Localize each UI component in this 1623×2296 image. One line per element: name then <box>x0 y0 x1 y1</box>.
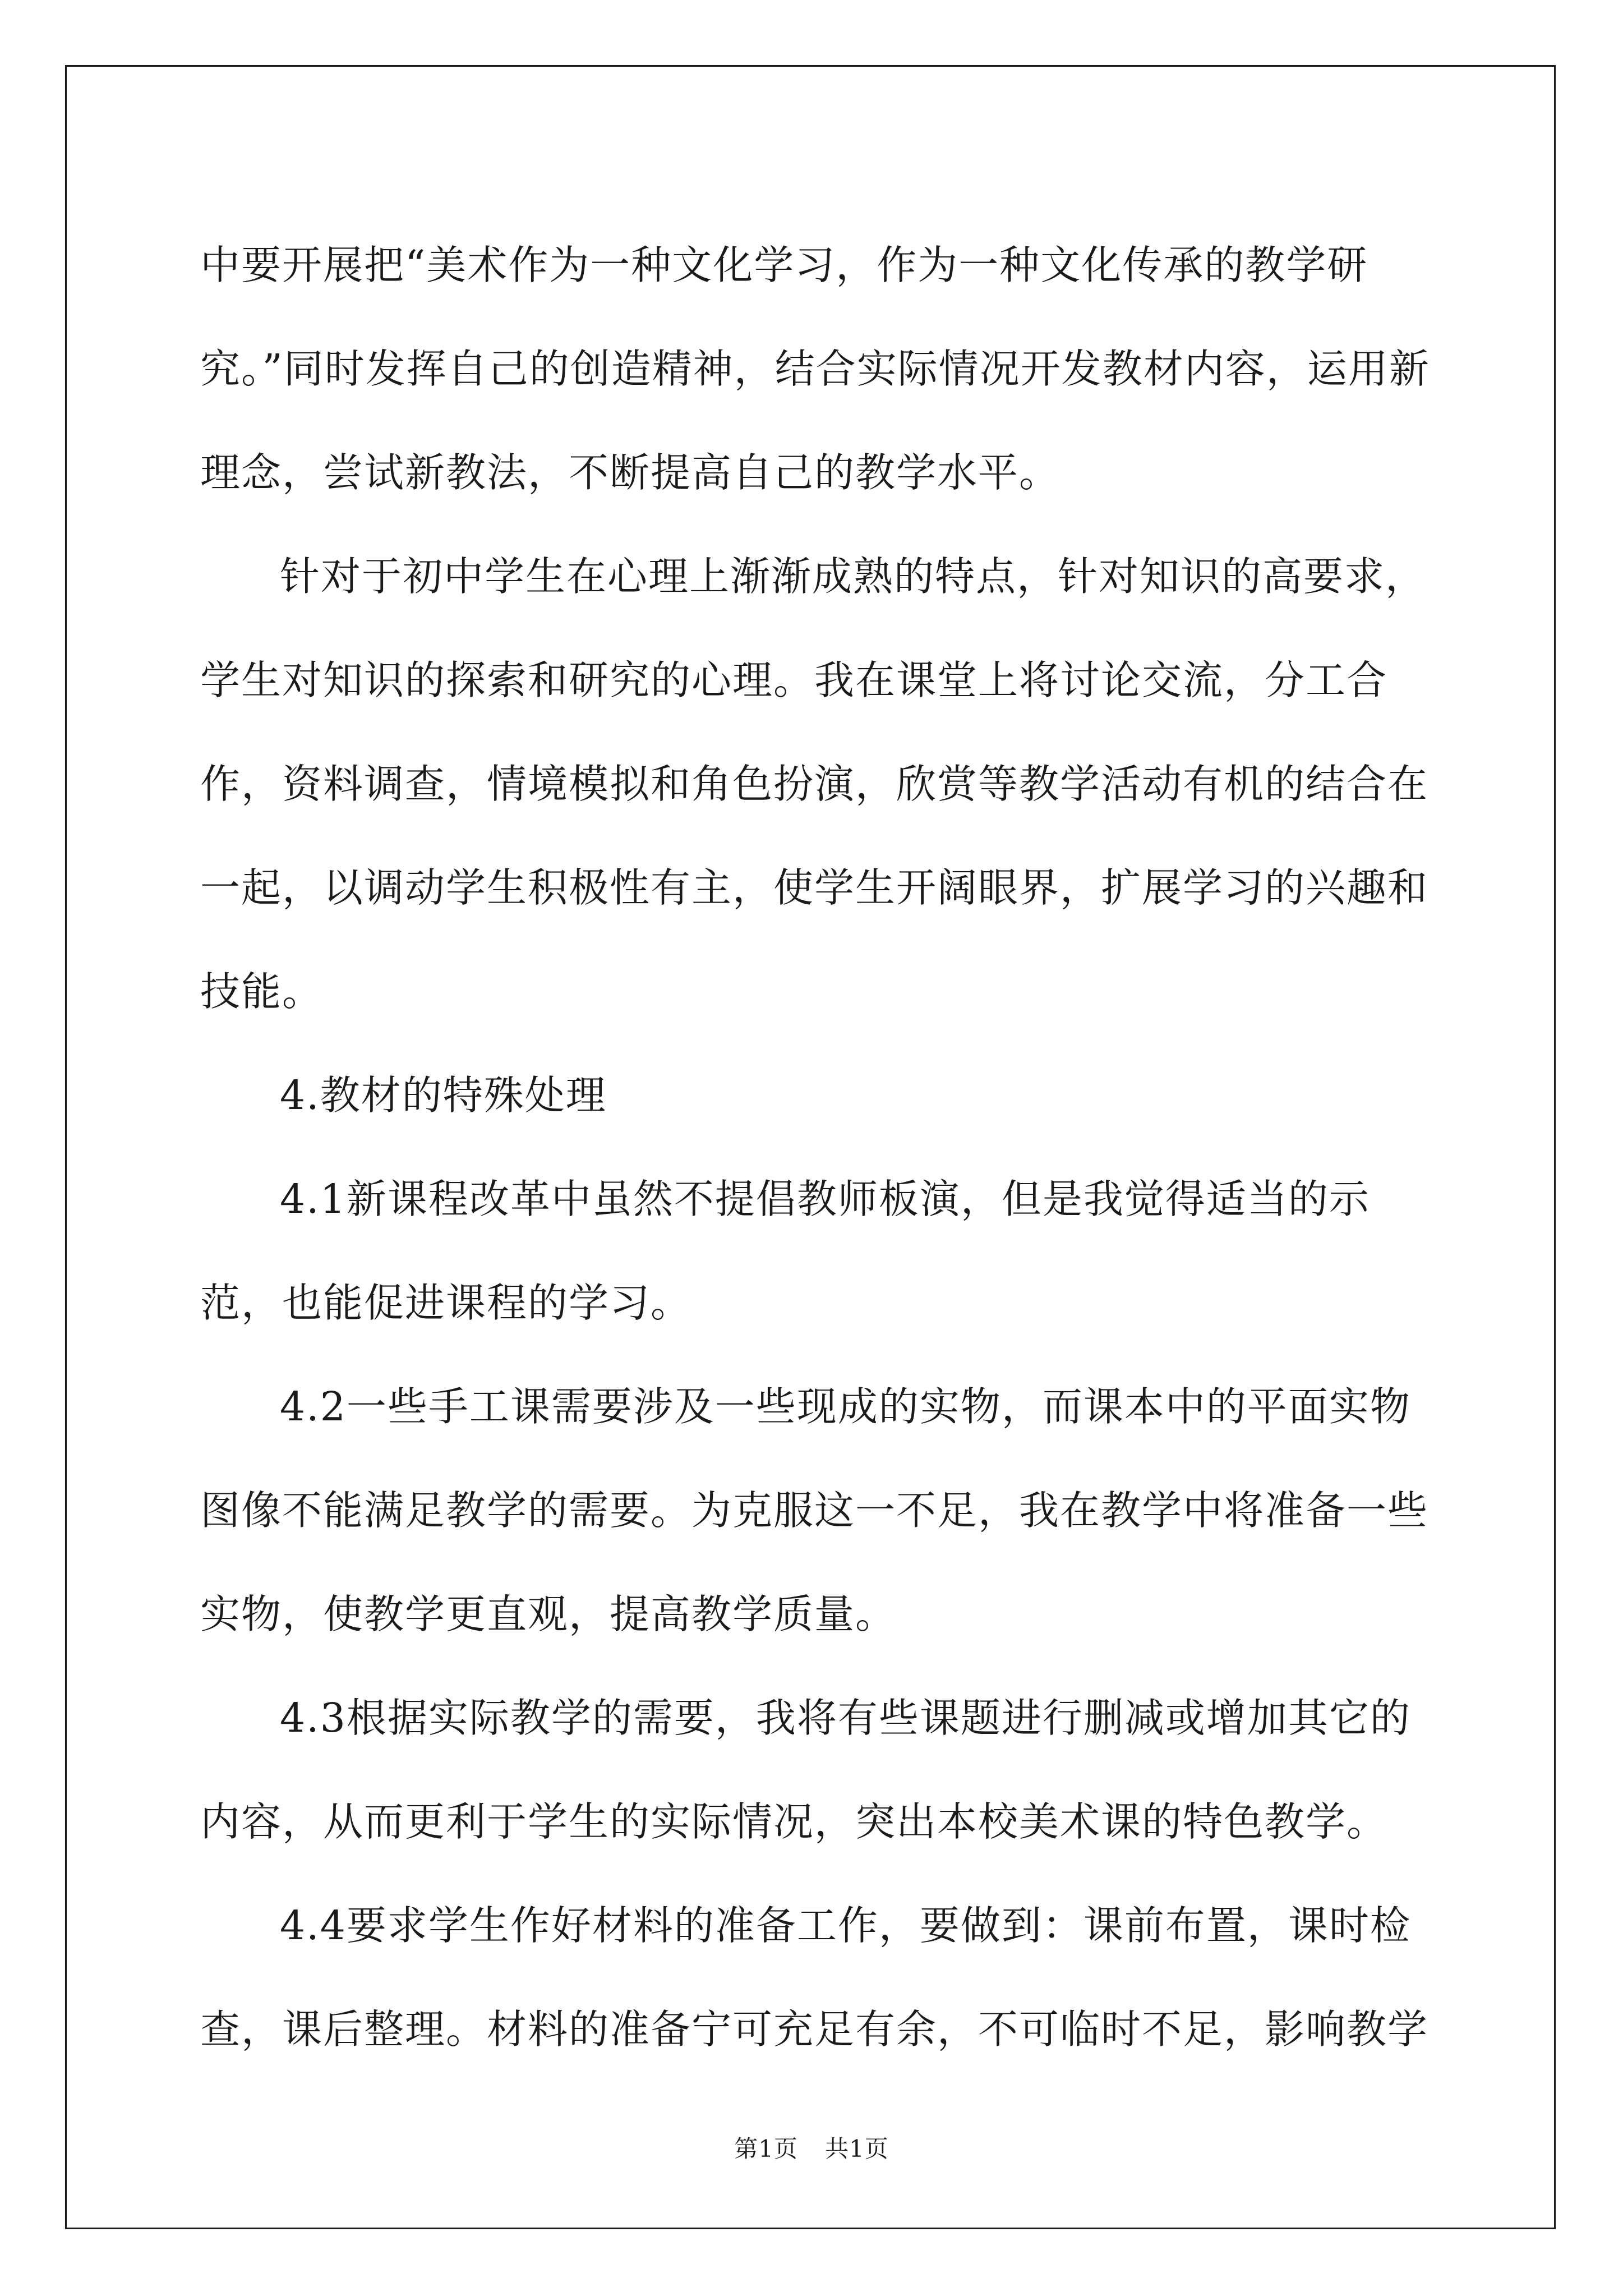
paragraph-4-1: 4.1新课程改革中虽然不提倡教师板演，但是我觉得适当的示范，也能促进课程的学习。 <box>200 1176 1370 1326</box>
page-total: 共1页 <box>825 2135 889 2162</box>
page-footer <box>0 2131 1623 2164</box>
paragraph-4-2: 4.2一些手工课需要涉及一些现成的实物，而课本中的平面实物图像不能满足教学的需要。为克服这一不足，我在教学中将准备一些实物，使教学更直观，提高教学质量。 <box>200 1383 1429 1637</box>
paragraph-4-4: 4.4要求学生作好材料的准备工作，要做到：课前布置，课时检查，课后整理。材料的准备宁可充足有余，不可临时不足，影响教学 <box>200 1902 1429 2053</box>
paragraph-intro-continuation: 中要开展把“美术作为一种文化学习，作为一种文化传承的教学研究。”同时发挥自己的创造精神，结合实际情况开发教材内容，运用新理念，尝试新教法，不断提高自己的教学水平。 <box>200 242 1430 496</box>
section-heading-textbook-handling: 4.教材的特殊处理 <box>280 1072 607 1119</box>
paragraph-student-psychology: 针对于初中学生在心理上渐渐成熟的特点，针对知识的高要求，学生对知识的探索和研究的心理。我在课堂上将讨论交流，分工合作，资料调查，情境模拟和角色扮演，欣赏等教学活动有机的结合在一起，以调动学生积极性有主，使学生开阔眼界，扩展学习的兴趣和技能。 <box>200 553 1429 1015</box>
document-body <box>200 213 1434 2081</box>
paragraph-4-3: 4.3根据实际教学的需要，我将有些课题进行删减或增加其它的内容，从而更利于学生的实际情况，突出本校美术课的特色教学。 <box>200 1695 1411 1845</box>
page-number: 第1页 <box>734 2135 798 2162</box>
